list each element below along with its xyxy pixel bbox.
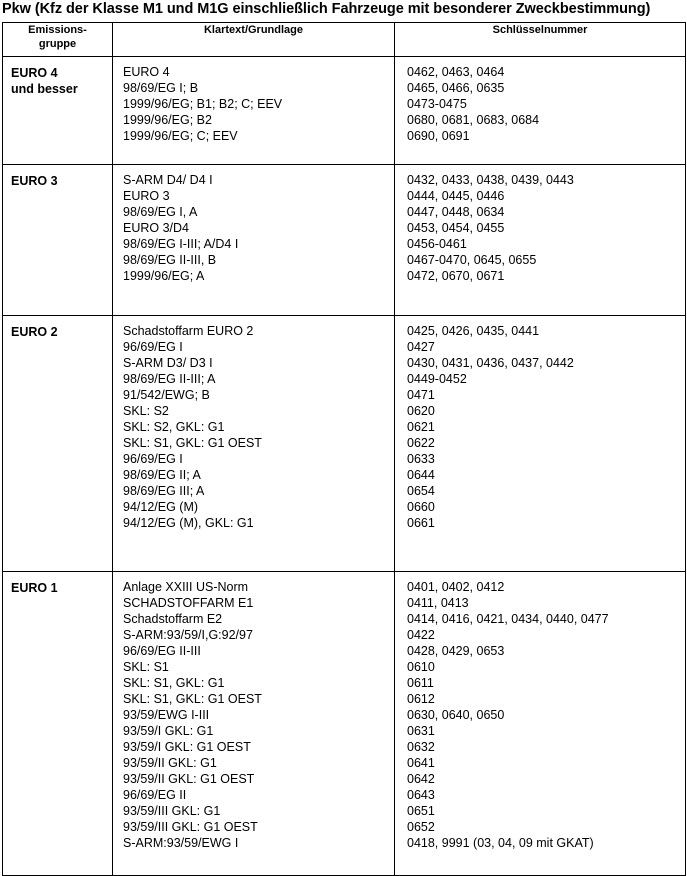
key-number-entry: 0411, 0413 (407, 596, 469, 610)
key-number-entry: 0472, 0670, 0671 (407, 269, 505, 283)
plaintext-entry: Schadstoffarm E2 (123, 612, 223, 626)
key-number-cell (395, 316, 686, 572)
emission-group-cell (3, 165, 113, 316)
key-number-cell (395, 57, 686, 165)
plaintext-entry: 98/69/EG II-III; A (123, 372, 216, 386)
plaintext-entry: 91/542/EWG; B (123, 388, 210, 402)
key-number-entry: 0654 (407, 484, 435, 498)
plaintext-entry: SKL: S2, GKL: G1 (123, 420, 225, 434)
plaintext-entry: SKL: S2 (123, 404, 169, 418)
plaintext-entry: 96/69/EG II (123, 788, 187, 802)
key-number-entry: 0422 (407, 628, 435, 642)
key-number-entry: 0660 (407, 500, 435, 514)
key-number-entry: 0644 (407, 468, 435, 482)
table-body (3, 57, 686, 876)
key-number-entry: 0471 (407, 388, 435, 402)
plaintext-entry: 93/59/EWG I-III (123, 708, 210, 722)
plaintext-entry: 1999/96/EG; B2 (123, 113, 212, 127)
header-emission-group-line2: gruppe (38, 38, 77, 50)
key-number-entry: 0473-0475 (407, 97, 467, 111)
key-number-entry: 0643 (407, 788, 435, 802)
emission-group-cell (3, 572, 113, 876)
table-row (3, 57, 686, 165)
emission-group-label: EURO 1 (11, 581, 58, 595)
plaintext-entry: S-ARM D4/ D4 I (123, 173, 213, 187)
plaintext-entry: SKL: S1, GKL: G1 OEST (123, 436, 262, 450)
plaintext-entry: EURO 4 (123, 65, 170, 79)
plaintext-cell (113, 57, 395, 165)
key-number-entry: 0427 (407, 340, 435, 354)
key-number-entry: 0633 (407, 452, 435, 466)
plaintext-entry: 94/12/EG (M), GKL: G1 (123, 516, 254, 530)
plaintext-entry: 98/69/EG II; A (123, 468, 201, 482)
page-title: Pkw (Kfz der Klasse M1 und M1G einschließlich Fahrzeuge mit besonderer Zweckbestimmung) (2, 1, 651, 17)
plaintext-entry: SKL: S1, GKL: G1 (123, 676, 225, 690)
key-number-entry: 0622 (407, 436, 435, 450)
key-number-entry: 0467-0470, 0645, 0655 (407, 253, 537, 267)
plaintext-entry: 98/69/EG I-III; A/D4 I (123, 237, 239, 251)
plaintext-cell (113, 572, 395, 876)
key-number-entry: 0453, 0454, 0455 (407, 221, 505, 235)
emission-group-cell (3, 57, 113, 165)
key-number-cell (395, 572, 686, 876)
plaintext-entry: 98/69/EG II-III, B (123, 253, 217, 267)
plaintext-entry: S-ARM:93/59/I,G:92/97 (123, 628, 253, 642)
key-number-entry: 0401, 0402, 0412 (407, 580, 505, 594)
plaintext-entry: 1999/96/EG; A (123, 269, 205, 283)
plaintext-entry: 93/59/I GKL: G1 OEST (123, 740, 251, 754)
key-number-entry: 0610 (407, 660, 435, 674)
plaintext-entry: 93/59/III GKL: G1 OEST (123, 820, 258, 834)
plaintext-cell (113, 316, 395, 572)
emission-group-label: EURO 2 (11, 325, 58, 339)
table-row (3, 165, 686, 316)
plaintext-entry: SKL: S1 (123, 660, 169, 674)
key-number-entry: 0651 (407, 804, 435, 818)
plaintext-entry: 96/69/EG II-III (123, 644, 201, 658)
key-number-entry: 0641 (407, 756, 435, 770)
emission-group-label: EURO 3 (11, 174, 58, 188)
emissions-table (2, 22, 686, 876)
plaintext-entry: 96/69/EG I (123, 452, 183, 466)
plaintext-entry: 93/59/II GKL: G1 (123, 756, 217, 770)
key-number-entry: 0652 (407, 820, 435, 834)
key-number-entry: 0414, 0416, 0421, 0434, 0440, 0477 (407, 612, 609, 626)
plaintext-entry: S-ARM D3/ D3 I (123, 356, 213, 370)
key-number-entry: 0630, 0640, 0650 (407, 708, 505, 722)
plaintext-entry: 98/69/EG III; A (123, 484, 205, 498)
emission-group-cell (3, 316, 113, 572)
key-number-entry: 0465, 0466, 0635 (407, 81, 505, 95)
table-row (3, 316, 686, 572)
plaintext-entry: EURO 3/D4 (123, 221, 189, 235)
plaintext-entry: 1999/96/EG; C; EEV (123, 129, 238, 143)
key-number-entry: 0620 (407, 404, 435, 418)
key-number-cell (395, 165, 686, 316)
key-number-entry: 0428, 0429, 0653 (407, 644, 505, 658)
key-number-entry: 0447, 0448, 0634 (407, 205, 505, 219)
key-number-entry: 0680, 0681, 0683, 0684 (407, 113, 540, 127)
table-header-row (3, 23, 686, 57)
plaintext-entry: SCHADSTOFFARM E1 (123, 596, 254, 610)
plaintext-entry: SKL: S1, GKL: G1 OEST (123, 692, 262, 706)
key-number-entry: 0632 (407, 740, 435, 754)
header-key-number: Schlüsselnummer (395, 23, 686, 57)
plaintext-entry: 96/69/EG I (123, 340, 183, 354)
key-number-entry: 0456-0461 (407, 237, 467, 251)
plaintext-entry: EURO 3 (123, 189, 170, 203)
emission-group-label: EURO 4 (11, 66, 58, 80)
key-number-entry: 0418, 9991 (03, 04, 09 mit GKAT) (407, 836, 594, 850)
plaintext-entry: 94/12/EG (M) (123, 500, 199, 514)
plaintext-entry: 93/59/I GKL: G1 (123, 724, 214, 738)
key-number-entry: 0444, 0445, 0446 (407, 189, 505, 203)
plaintext-entry: 98/69/EG I; B (123, 81, 199, 95)
plaintext-entry: 93/59/III GKL: G1 (123, 804, 221, 818)
key-number-entry: 0449-0452 (407, 372, 467, 386)
plaintext-cell (113, 165, 395, 316)
plaintext-entry: 98/69/EG I, A (123, 205, 198, 219)
key-number-entry: 0611 (407, 676, 434, 690)
key-number-entry: 0462, 0463, 0464 (407, 65, 505, 79)
plaintext-entry: 1999/96/EG; B1; B2; C; EEV (123, 97, 283, 111)
plaintext-entry: S-ARM:93/59/EWG I (123, 836, 239, 850)
key-number-entry: 0690, 0691 (407, 129, 470, 143)
header-emission-group-line1: Emissions- (28, 24, 87, 36)
key-number-entry: 0612 (407, 692, 435, 706)
key-number-entry: 0425, 0426, 0435, 0441 (407, 324, 540, 338)
key-number-entry: 0642 (407, 772, 435, 786)
header-plaintext-basis: Klartext/Grundlage (113, 23, 395, 57)
table-row (3, 572, 686, 876)
plaintext-entry: Anlage XXIII US-Norm (123, 580, 249, 594)
key-number-entry: 0621 (407, 420, 435, 434)
key-number-entry: 0631 (407, 724, 435, 738)
key-number-entry: 0430, 0431, 0436, 0437, 0442 (407, 356, 574, 370)
header-emission-group (3, 23, 113, 57)
key-number-entry: 0432, 0433, 0438, 0439, 0443 (407, 173, 574, 187)
plaintext-entry: 93/59/II GKL: G1 OEST (123, 772, 255, 786)
plaintext-entry: Schadstoffarm EURO 2 (123, 324, 254, 338)
emission-group-label: und besser (11, 82, 78, 96)
key-number-entry: 0661 (407, 516, 435, 530)
